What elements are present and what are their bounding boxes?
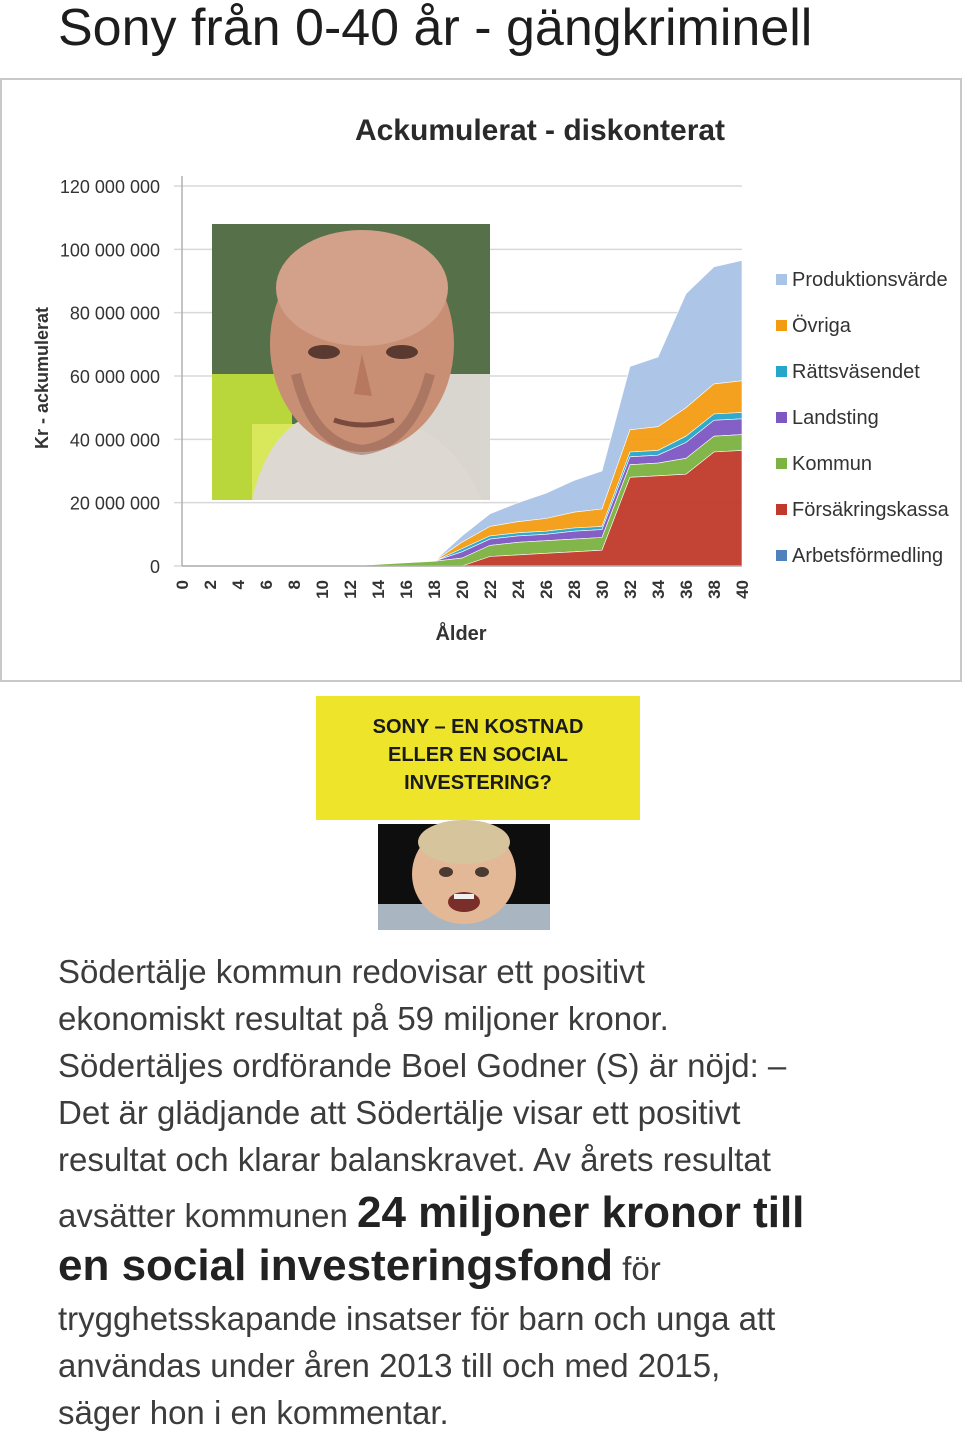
x-tick-label: 8 [285,580,304,590]
y-tick-label: 60 000 000 [69,367,160,387]
x-tick-label: 14 [369,580,388,599]
legend-label: Rättsväsendet [792,361,920,383]
article-text-span: för [613,1250,661,1287]
article-line: Södertälje kommun redovisar ett positivt [58,953,645,990]
y-axis-label: Kr - ackumulerat [32,306,52,450]
legend-label: Landsting [792,407,879,429]
x-tick-label: 16 [397,580,416,599]
y-tick-label: 0 [149,557,160,577]
x-tick-label: 26 [537,580,556,599]
legend-label: Övriga [792,315,851,337]
legend-label: Kommun [792,453,873,475]
article-line: Det är glädjande att Södertälje visar ett positivt [58,1094,741,1131]
portrait-photo [212,224,490,500]
article-line: trygghetsskapande insatser för barn och unga att [58,1300,776,1337]
x-tick-label: 18 [425,580,444,599]
page-title: Sony från 0-40 år - gängkriminell [58,0,813,57]
baby-photo [378,824,550,930]
legend-swatch [776,504,787,515]
x-tick-label: 24 [509,580,528,599]
sticker-line: INVESTERING? [404,772,552,794]
x-tick-label: 32 [621,580,640,599]
x-tick-label: 4 [229,580,248,590]
y-tick-label: 40 000 000 [69,430,160,451]
y-tick-label: 20 000 000 [69,493,160,514]
x-tick-label: 28 [565,580,584,599]
legend-swatch [776,412,787,423]
x-tick-label: 22 [481,580,500,599]
legend-swatch [776,550,787,561]
sticker-line: ELLER EN SOCIAL [387,744,568,766]
article-line [58,1183,938,1239]
x-tick-label: 6 [257,580,276,590]
legend-label: Arbetsförmedling [792,545,944,567]
article-line [58,1239,938,1295]
x-axis-label: Ålder [435,623,487,645]
man-portrait-image [212,224,490,500]
chart-panel [0,78,962,682]
x-tick-label: 12 [341,580,360,599]
sticker-line: SONY – EN KOSTNAD [372,716,584,738]
article-line: användas under åren 2013 till och med 2015, [58,1347,721,1384]
legend-label: Produktionsvärde [792,269,948,291]
legend-swatch [776,274,787,285]
article-line: Södertäljes ordförande Boel Godner (S) är nöjd: – [58,1047,787,1084]
x-tick-label: 2 [201,580,220,590]
article-line: säger hon i en kommentar. [58,1394,449,1431]
legend-swatch [776,320,787,331]
x-tick-label: 20 [453,580,472,599]
article-line: resultat och klarar balanskravet. Av årets resultat [58,1141,771,1178]
crying-baby-image [378,824,550,930]
chart-title: Ackumulerat - diskonterat [354,114,726,147]
y-tick-label: 120 000 000 [59,177,160,197]
x-tick-label: 38 [705,580,724,599]
highlight-text: en social investeringsfond [58,1241,614,1290]
article-line: ekonomiskt resultat på 59 miljoner kronor. [58,1000,669,1037]
legend-swatch [776,458,787,469]
highlight-text: 24 miljoner kronor till [356,1188,805,1237]
legend-label: Försäkringskassa [792,499,949,521]
y-tick-label: 80 000 000 [69,303,160,324]
article-text-span: avsätter kommunen [58,1197,357,1234]
y-tick-label: 100 000 000 [59,240,160,261]
x-tick-label: 30 [593,580,612,599]
question-sticker [316,696,640,820]
x-tick-label: 40 [733,580,752,599]
x-tick-label: 36 [677,580,696,599]
legend-swatch [776,366,787,377]
x-tick-label: 0 [173,580,192,590]
article-text [58,948,938,1431]
x-tick-label: 34 [649,580,668,599]
x-tick-label: 10 [313,580,332,599]
